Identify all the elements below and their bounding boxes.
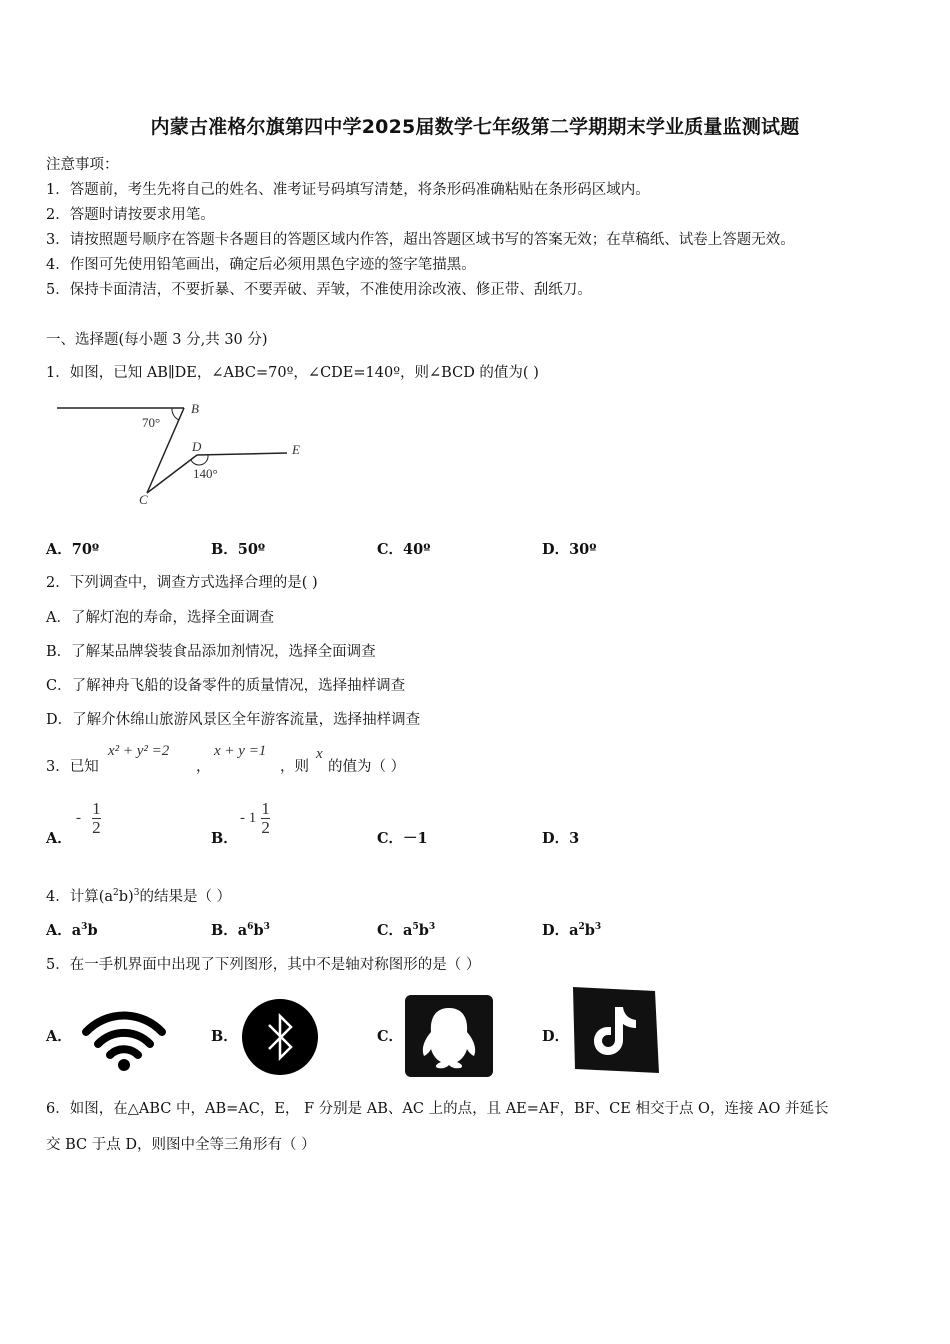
angle-label-70: 70° [142,415,161,430]
tiktok-icon [571,985,661,1075]
q3-suffix: 的值为（ ） [328,759,406,775]
fraction-denominator: 2 [92,818,101,837]
q2-option-d[interactable]: D．了解介休绵山旅游风景区全年游客流量，选择抽样调查 [46,712,421,728]
q3-option-a-label[interactable]: A． [46,830,72,847]
q3-variable: x [316,746,323,762]
wifi-icon [80,1010,168,1072]
point-label-b: B [191,401,199,416]
parallel-lines-figure [52,393,312,513]
q4-option-b[interactable]: B．$a^6b^3$ [211,922,270,939]
note-item: 2．答题时请按要求用笔。 [46,207,215,223]
question-5-stem: 5．在一手机界面中出现了下列图形，其中不是轴对称图形的是（ ） [46,957,481,973]
section-heading: 一、选择题(每小题 3 分,共 30 分) [46,332,268,348]
q3-mid: ，则 [280,759,309,775]
q4-option-c[interactable]: C．$a^5b^3$ [377,922,436,939]
bluetooth-icon [241,998,319,1076]
fraction [92,800,101,837]
angle-label-140: 140° [193,466,218,481]
whole-part: - 1 [240,810,257,826]
q5-option-a-label[interactable]: A． [46,1028,72,1045]
q5-option-c-label[interactable]: C． [377,1028,404,1045]
question-3-prefix: 3．已知 [46,759,99,775]
q5-option-d-label[interactable]: D． [542,1028,570,1045]
point-label-d: D [192,439,202,454]
q2-option-b[interactable]: B．了解某品牌袋装食品添加剂情况，选择全面调查 [46,644,376,660]
fraction-numerator: 1 [261,799,270,818]
fraction-denominator: 2 [261,818,270,837]
note-item: 3．请按照题号顺序在答题卡各题目的答题区域内作答，超出答题区域书写的答案无效；在草稿纸、试卷上答题无效。 [46,232,795,248]
fraction [261,800,270,837]
question-2-stem: 2．下列调查中，调查方式选择合理的是( ) [46,575,318,591]
equation-2: x + y =1 [214,743,267,759]
q3-option-b-value [240,800,270,837]
q2-option-a[interactable]: A．了解灯泡的寿命，选择全面调查 [46,610,274,626]
question-4-stem: 4．计算$(a^2b)^3$的结果是（ ） [46,888,232,905]
note-item: 5．保持卡面清洁，不要折暴、不要弄破、弄皱，不准使用涂改液、修正带、刮纸刀。 [46,282,592,298]
note-item: 1．答题前，考生先将自己的姓名、准考证号码填写清楚，将条形码准确粘贴在条形码区域内。 [46,182,650,198]
notes-heading: 注意事项： [46,157,119,173]
note-item: 4．作图可先使用铅笔画出，确定后必须用黑色字迹的签字笔描黑。 [46,257,476,273]
q3-option-a-value [76,800,101,837]
question-1-stem: 1．如图，已知 AB∥DE，∠ABC=70º，∠CDE=140º，则∠BCD 的值为( ) [46,365,539,381]
q3-option-d[interactable]: D．3 [542,830,580,847]
page-title: 内蒙古准格尔旗第四中学2025届数学七年级第二学期期末学业质量监测试题 [150,116,800,138]
q1-option-a[interactable]: A．70º [46,541,100,558]
q3-option-b-label[interactable]: B． [211,830,238,847]
q4-option-a[interactable]: A．$a^3b$ [46,922,98,939]
point-label-c: C [139,492,148,507]
q1-option-c[interactable]: C．40º [377,541,431,558]
q3-option-c[interactable]: C．－1 [377,830,428,847]
minus-sign: - [76,810,81,826]
fraction-numerator: 1 [92,799,101,818]
equation-1: x² + y² =2 [108,743,170,759]
q4-option-d[interactable]: D．$a^2b^3$ [542,922,602,939]
q3-separator: ， [196,759,211,775]
point-label-e: E [292,442,300,457]
q5-option-b-label[interactable]: B． [211,1028,238,1045]
q1-option-b[interactable]: B．50º [211,541,266,558]
q1-option-d[interactable]: D．30º [542,541,597,558]
question-6-line-1: 6．如图，在△ABC 中，AB=AC，E， F 分别是 AB、AC 上的点，且 AE=AF，BF、CE 相交于点 O，连接 AO 并延长 [46,1101,829,1117]
question-6-line-2: 交 BC 于点 D，则图中全等三角形有（ ） [46,1137,316,1153]
qq-penguin-icon [404,994,494,1078]
q2-option-c[interactable]: C．了解神舟飞船的设备零件的质量情况，选择抽样调查 [46,678,406,694]
